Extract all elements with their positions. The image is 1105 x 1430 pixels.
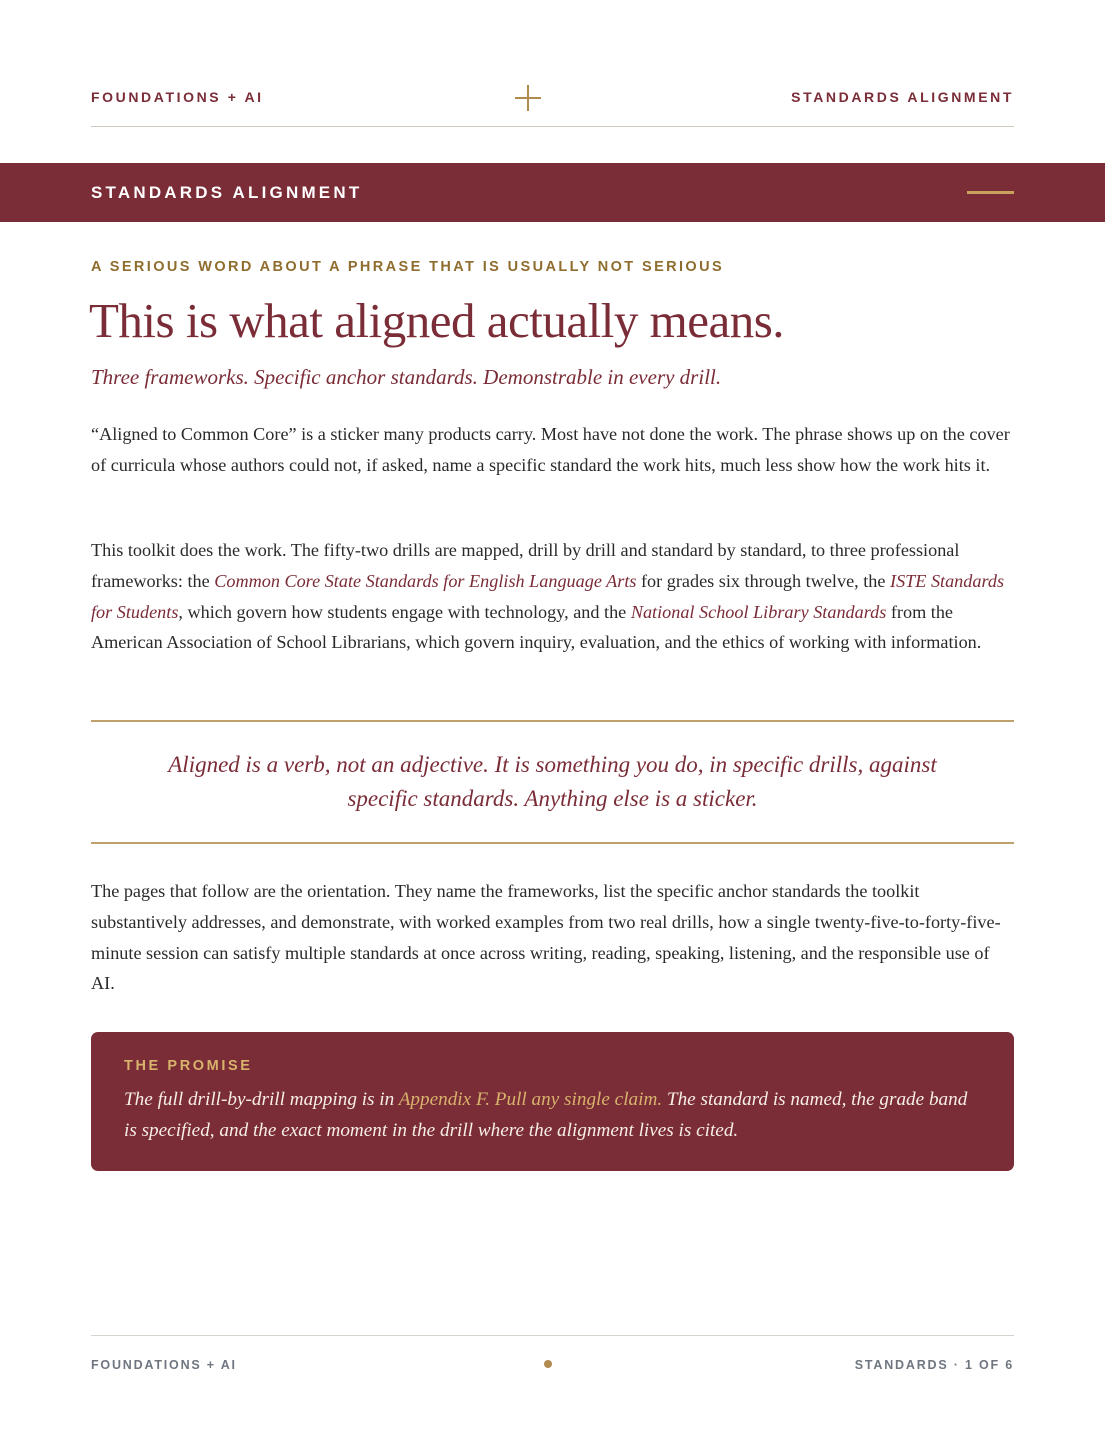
pull-quote: [130, 748, 975, 816]
pull-quote-bottom-rule: [91, 842, 1014, 844]
eyebrow: A SERIOUS WORD ABOUT A PHRASE THAT IS USUALLY NOT SERIOUS: [91, 259, 725, 275]
page-subtitle: Three frameworks. Specific anchor standards. Demonstrable in every drill.: [91, 365, 722, 389]
promise-body: [124, 1084, 984, 1146]
pull-quote-line-1: Aligned is a verb, not an adjective. It is something you do, in specific drills, against: [168, 752, 937, 777]
body-paragraph-3: The pages that follow are the orientation. They name the frameworks, list the specific anchor standards the toolkit substantively addresses, and demonstrate, with worked examples from two real drills, how a single twenty-five-to-forty-five-minute session can satisfy multiple standards at once across writing, reading, speaking, listening, and the responsible use of AI.: [91, 881, 1001, 994]
banner-label: STANDARDS ALIGNMENT: [91, 183, 363, 202]
promise-kicker: THE PROMISE: [124, 1058, 253, 1074]
framework-nsls: National School Library Standards: [630, 601, 887, 622]
pull-quote-line-2: specific standards. Anything else is a sticker.: [347, 786, 758, 811]
paragraph-text: from the American Association of School Librarians, which govern inquiry, evaluation, and the ethics of working with information.: [91, 601, 982, 653]
plus-ornament-icon: [515, 85, 541, 111]
footer-divider: [91, 1335, 1014, 1336]
paragraph-text: for grades six through twelve, the: [636, 570, 891, 591]
pull-quote-top-rule: [91, 720, 1014, 722]
paragraph-text: This toolkit does the work. The fifty-two drills are mapped, drill by drill and standard by standard, to three professional frameworks: the: [91, 540, 960, 591]
footer-dot-ornament: [544, 1360, 552, 1368]
body-paragraph-2: [91, 535, 1014, 658]
promise-highlight: Appendix F. Pull any single claim.: [398, 1089, 663, 1110]
paragraph-text: , which govern how students engage with technology, and the: [178, 601, 631, 622]
body-paragraph-1: “Aligned to Common Core” is a sticker many products carry. Most have not done the work. The phrase shows up on the cover of curricula whose authors could not, if asked, name a specific standard the work hits, much less show how the work hits it.: [91, 424, 1010, 475]
framework-common-core: Common Core State Standards for English Language Arts: [214, 570, 637, 591]
header-section-label: STANDARDS ALIGNMENT: [791, 89, 1014, 105]
section-banner: [0, 163, 1105, 222]
promise-text: The full drill-by-drill mapping is in: [124, 1089, 399, 1110]
footer-brand: FOUNDATIONS + AI: [91, 1358, 237, 1372]
header-divider: [91, 126, 1014, 127]
framework-iste: ISTE Standards for Students: [91, 570, 1005, 622]
footer-page-indicator: STANDARDS · 1 OF 6: [854, 1358, 1014, 1372]
running-header: [91, 88, 1014, 108]
header-brand: FOUNDATIONS + AI: [91, 89, 264, 105]
promise-text: The standard is named, the grade band is specified, and the exact moment in the drill where the alignment lives is cited.: [124, 1089, 968, 1141]
promise-callout: [91, 1032, 1014, 1171]
banner-dash-ornament: [967, 191, 1014, 194]
page-title: This is what aligned actually means.: [89, 293, 785, 348]
